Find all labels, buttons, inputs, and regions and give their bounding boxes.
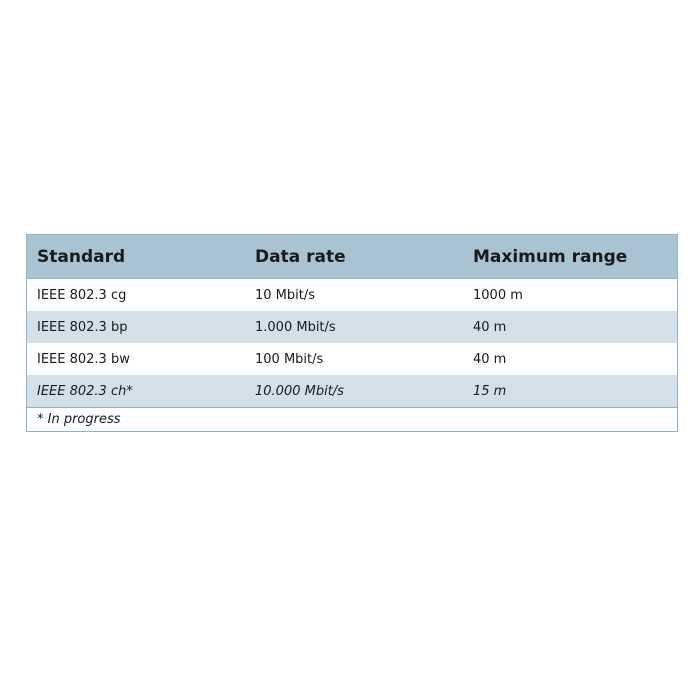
footnote-text: * In progress [37,412,121,427]
table-header-row [27,235,677,279]
cell-standard: IEEE 802.3 bp [37,319,128,335]
cell-standard: IEEE 802.3 cg [37,287,127,303]
cell-standard: IEEE 802.3 bw [37,351,130,367]
cell-maximum-range: 15 m [473,383,507,399]
table-row [27,343,677,375]
table-footnote-row [27,407,677,431]
cell-maximum-range: 40 m [473,351,507,367]
cell-data-rate: 10 Mbit/s [255,287,316,303]
cell-data-rate: 10.000 Mbit/s [255,383,344,399]
cell-data-rate: 100 Mbit/s [255,351,324,367]
table-row [27,279,677,311]
cell-maximum-range: 1000 m [473,287,523,303]
table-row-in-progress [27,375,677,407]
cell-maximum-range: 40 m [473,319,507,335]
table-row [27,311,677,343]
cell-standard: IEEE 802.3 ch* [37,383,133,399]
cell-data-rate: 1.000 Mbit/s [255,319,336,335]
standards-table [26,234,678,432]
header-standard: Standard [37,246,126,267]
header-maximum-range: Maximum range [473,246,628,267]
header-data-rate: Data rate [255,246,346,267]
